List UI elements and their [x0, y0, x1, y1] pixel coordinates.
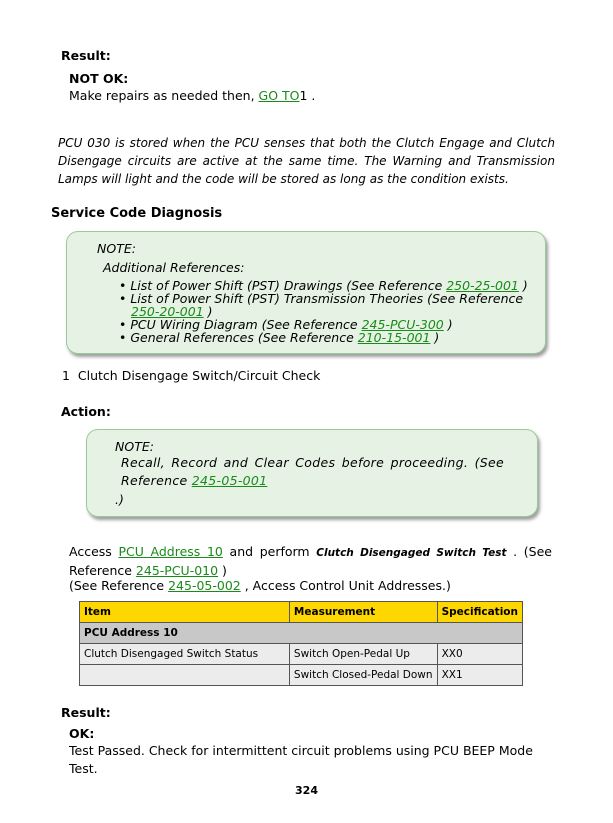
test-name: Clutch Disengaged Switch Test	[316, 547, 507, 559]
action-heading: Action:	[61, 404, 111, 419]
measurement-table	[79, 601, 523, 686]
page-number: 324	[295, 784, 318, 797]
note-label: NOTE:	[97, 241, 136, 256]
table-header-row	[80, 602, 523, 623]
recall-note-box	[86, 429, 538, 517]
recall-note-text: Recall, Record and Clear Codes before proceeding. (See Reference 245-05-001	[121, 455, 504, 488]
reference-list	[119, 279, 529, 344]
result-status: OK:	[69, 726, 95, 741]
column-header: Item	[80, 602, 290, 623]
reference-link[interactable]: 210-15-001	[357, 330, 431, 345]
goto-link[interactable]: GO TO	[258, 88, 300, 103]
result-text-prefix: Make repairs as needed then,	[69, 88, 259, 103]
address-link[interactable]: PCU Address 10	[118, 544, 223, 559]
table-cell: XX0	[437, 644, 522, 665]
reference-link[interactable]: 250-20-001	[131, 304, 204, 319]
result-status: NOT OK:	[69, 71, 129, 86]
column-header: Specification	[437, 602, 522, 623]
reference-item: • List of Power Shift (PST) Transmission Theories (See Reference 250-20-001 )	[119, 291, 524, 319]
description-paragraph: PCU 030 is stored when the PCU senses that both the Clutch Engage and Clutch Disengage circuits are active at the same time. The Warning and Transmission Lamps will light and the code will be stored as long as the condition exists.	[58, 136, 555, 186]
table-cell: Switch Open-Pedal Up	[289, 644, 437, 665]
result-text	[69, 87, 315, 105]
section-title: Service Code Diagnosis	[51, 206, 223, 221]
reference-link[interactable]: 245-05-001	[191, 473, 268, 488]
reference-link[interactable]: 245-PCU-010	[135, 563, 219, 578]
recall-note-suffix: .)	[115, 492, 124, 507]
reference-item: • General References (See Reference 210-15-001 )	[119, 330, 440, 345]
step-title: Clutch Disengage Switch/Circuit Check	[77, 368, 321, 383]
goto-step: 1	[299, 88, 308, 103]
instruction-text: Access PCU Address 10 and perform Clutch Disengaged Switch Test . (See Reference 245-PCU-010 )	[69, 544, 552, 578]
result-text: Test Passed. Check for intermittent circuit problems using PCU BEEP Mode Test.	[69, 743, 533, 776]
group-label: PCU Address 10	[80, 623, 523, 644]
result-text-suffix: .	[307, 88, 316, 103]
reference-item: • PCU Wiring Diagram (See Reference 245-PCU-300 )	[119, 317, 453, 332]
table-cell: Clutch Disengaged Switch Status	[80, 644, 290, 665]
table-cell: XX1	[437, 665, 522, 686]
result-heading: Result:	[61, 48, 111, 63]
note-label: NOTE:	[115, 439, 154, 454]
table-row	[80, 644, 523, 665]
references-note-box	[66, 231, 546, 354]
reference-link[interactable]: 250-25-001	[446, 278, 519, 293]
reference-item: • List of Power Shift (PST) Drawings (See Reference 250-25-001 )	[119, 278, 528, 293]
table-cell	[80, 665, 290, 686]
step-number: 1	[62, 368, 70, 383]
table-cell: Switch Closed-Pedal Down	[289, 665, 437, 686]
step-heading	[62, 367, 320, 385]
note-subheading: Additional References:	[103, 260, 245, 275]
reference-link[interactable]: 245-05-002	[168, 578, 241, 593]
column-header: Measurement	[289, 602, 437, 623]
table-row	[80, 665, 523, 686]
reference-link[interactable]: 245-PCU-300	[361, 317, 444, 332]
instruction-line-2: (See Reference 245-05-002 , Access Control Unit Addresses.)	[69, 578, 451, 593]
table-group-row	[80, 623, 523, 644]
result-heading: Result:	[61, 705, 111, 720]
